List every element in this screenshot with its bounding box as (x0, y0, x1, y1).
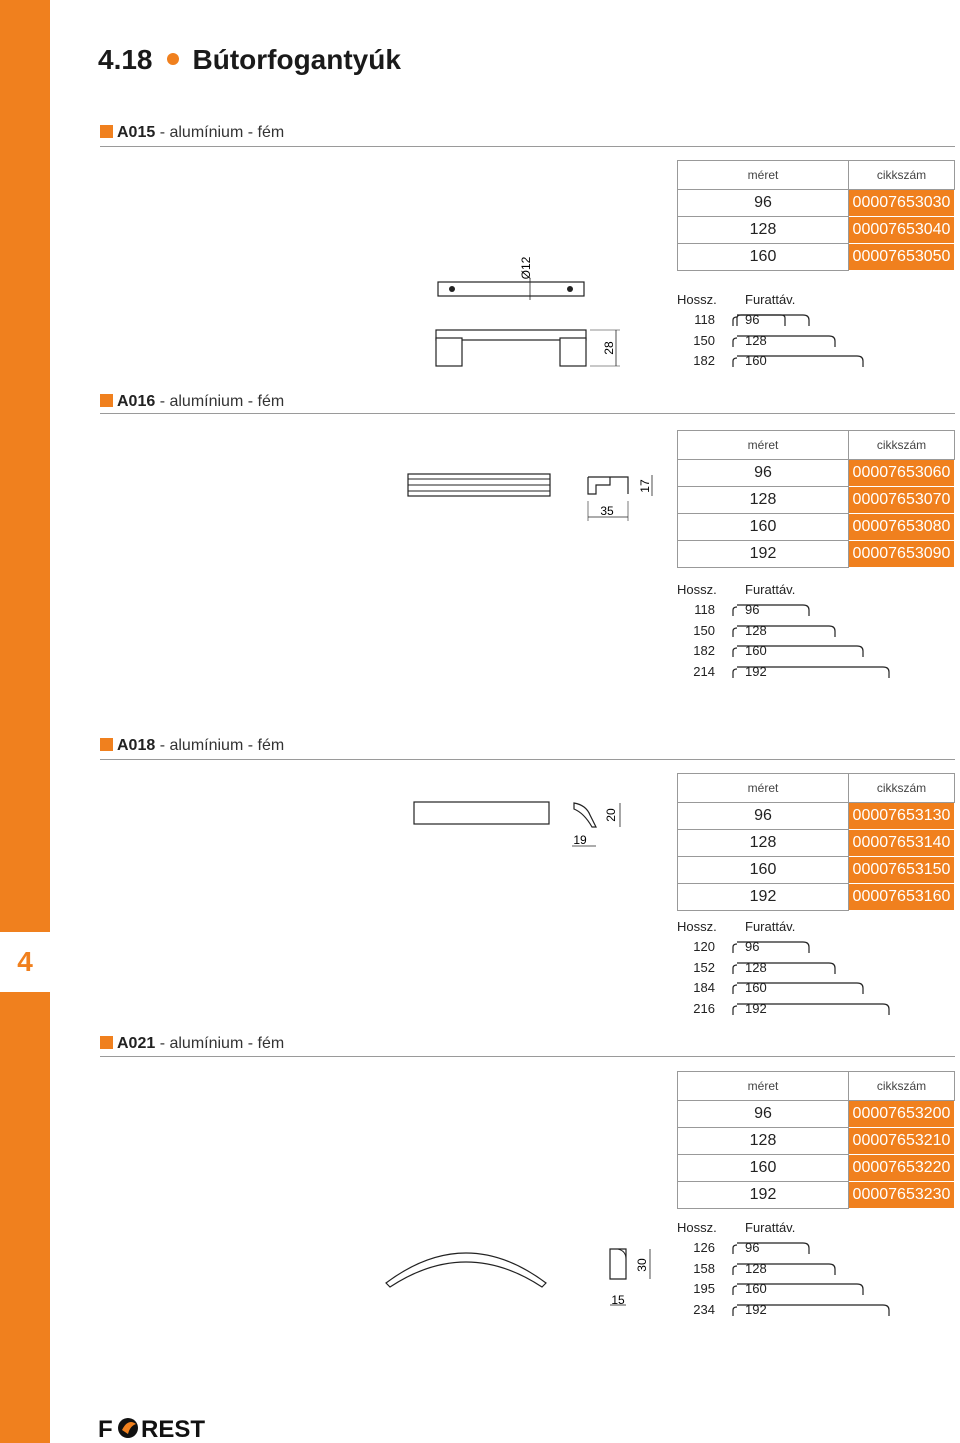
svg-text:REST: REST (141, 1416, 206, 1440)
square-bullet-icon (100, 125, 113, 138)
article-table (677, 160, 955, 271)
table-row: 192 00007653090 (678, 541, 955, 568)
chapter-title: Bútorfogantyúk (192, 44, 401, 75)
dimension-label: 28 (602, 341, 616, 355)
table-row: 96 00007653130 (678, 803, 955, 830)
product-material: - alumínium - fém (155, 393, 285, 410)
list-item: 120 96 (677, 937, 795, 958)
column-header-distance: Furattáv. (745, 1220, 796, 1235)
list-item: 182 160 (677, 351, 795, 372)
column-header-length: Hossz. (677, 582, 717, 597)
product-material: - alumínium - fém (155, 1035, 285, 1052)
hole-distance-bracket-icon (723, 314, 863, 330)
column-header-distance: Furattáv. (745, 919, 796, 934)
hole-distance-bracket-icon (723, 962, 863, 978)
table-row: 96 00007653200 (678, 1101, 955, 1128)
list-item: 118 96 (677, 600, 795, 621)
column-header-size: méret (678, 1072, 849, 1101)
handle-a018-drawing (410, 795, 640, 855)
section-divider (100, 1056, 955, 1057)
dimension-label: 15 (611, 1293, 625, 1307)
list-item: 214 192 (677, 662, 795, 683)
dimension-label: 35 (600, 504, 614, 518)
chapter-tab-number: 4 (0, 932, 50, 992)
svg-text:F: F (98, 1416, 113, 1440)
table-row: 160 00007653150 (678, 857, 955, 884)
hole-distance-bracket-icon (723, 1283, 883, 1299)
hole-distance-bracket-icon (723, 625, 863, 641)
hole-distance-list (677, 580, 795, 682)
bullet-dot-icon (167, 53, 179, 65)
table-row: 160 00007653050 (678, 244, 955, 271)
section-divider (100, 759, 955, 760)
list-item: 184 160 (677, 978, 795, 999)
dimension-label: 19 (573, 833, 587, 847)
dimension-label: 17 (638, 479, 652, 493)
hole-distance-bracket-icon (723, 982, 883, 998)
list-item: 195 160 (677, 1279, 795, 1300)
table-row: 128 00007653040 (678, 217, 955, 244)
table-row: 160 00007653080 (678, 514, 955, 541)
section-heading (100, 124, 284, 142)
column-header-size: méret (678, 161, 849, 190)
hole-distance-bracket-icon (723, 1304, 903, 1320)
list-item: 150 128 (677, 621, 795, 642)
page-title (98, 44, 401, 76)
column-header-code: cikkszám (849, 1072, 955, 1101)
hole-distance-bracket-icon (723, 645, 883, 661)
article-table (677, 773, 955, 911)
hole-distance-bracket-icon (723, 666, 903, 682)
dimension-label: Ø12 (519, 256, 533, 280)
hole-distance-bracket-icon (723, 355, 883, 371)
column-header-size: méret (678, 774, 849, 803)
product-code: A015 (117, 124, 156, 141)
table-row: 128 00007653070 (678, 487, 955, 514)
product-material: - alumínium - fém (155, 737, 285, 754)
section-divider (100, 146, 955, 147)
hole-distance-list (677, 290, 795, 372)
column-header-length: Hossz. (677, 292, 717, 307)
chapter-number: 4.18 (98, 44, 153, 75)
section-heading (100, 737, 284, 755)
list-item: 234 192 (677, 1300, 795, 1321)
product-code: A018 (117, 737, 156, 754)
hole-distance-list (677, 1218, 795, 1320)
column-header-code: cikkszám (849, 431, 955, 460)
table-row: 96 00007653060 (678, 460, 955, 487)
column-header-code: cikkszám (849, 774, 955, 803)
product-code: A021 (117, 1035, 156, 1052)
table-row: 128 00007653140 (678, 830, 955, 857)
table-row: 96 00007653030 (678, 190, 955, 217)
column-header-length: Hossz. (677, 919, 717, 934)
article-table (677, 1071, 955, 1209)
dimension-label: 20 (604, 808, 618, 822)
list-item: 158 128 (677, 1259, 795, 1280)
square-bullet-icon (100, 738, 113, 751)
hole-distance-bracket-icon (723, 604, 863, 620)
table-row: 128 00007653210 (678, 1128, 955, 1155)
handle-a021-drawing (380, 1235, 660, 1315)
table-row: 192 00007653230 (678, 1182, 955, 1209)
hole-distance-bracket-icon (723, 335, 863, 351)
hole-distance-list (677, 917, 795, 1019)
hole-distance-bracket-icon (723, 1003, 903, 1019)
column-header-code: cikkszám (849, 161, 955, 190)
column-header-length: Hossz. (677, 1220, 717, 1235)
list-item: 152 128 (677, 958, 795, 979)
forest-logo (98, 1416, 228, 1440)
table-row: 192 00007653160 (678, 884, 955, 911)
handle-a015-drawing (430, 250, 630, 370)
square-bullet-icon (100, 394, 113, 407)
hole-distance-bracket-icon (723, 941, 863, 957)
table-row: 160 00007653220 (678, 1155, 955, 1182)
hole-distance-bracket-icon (723, 1242, 863, 1258)
dimension-label: 30 (635, 1258, 649, 1272)
list-item: 182 160 (677, 641, 795, 662)
article-table (677, 430, 955, 568)
section-heading (100, 1035, 284, 1053)
list-item: 216 192 (677, 999, 795, 1020)
product-material: - alumínium - fém (155, 124, 285, 141)
column-header-size: méret (678, 431, 849, 460)
section-heading (100, 393, 284, 411)
column-header-distance: Furattáv. (745, 582, 796, 597)
list-item: 126 96 (677, 1238, 795, 1259)
hole-distance-bracket-icon (723, 1263, 863, 1279)
column-header-distance: Furattáv. (745, 292, 796, 307)
product-code: A016 (117, 393, 156, 410)
chapter-sidebar (0, 0, 50, 1443)
list-item: 150 128 (677, 331, 795, 352)
handle-a016-drawing (400, 465, 660, 525)
square-bullet-icon (100, 1036, 113, 1049)
list-item: 118 96 (677, 310, 795, 331)
section-divider (100, 413, 955, 414)
